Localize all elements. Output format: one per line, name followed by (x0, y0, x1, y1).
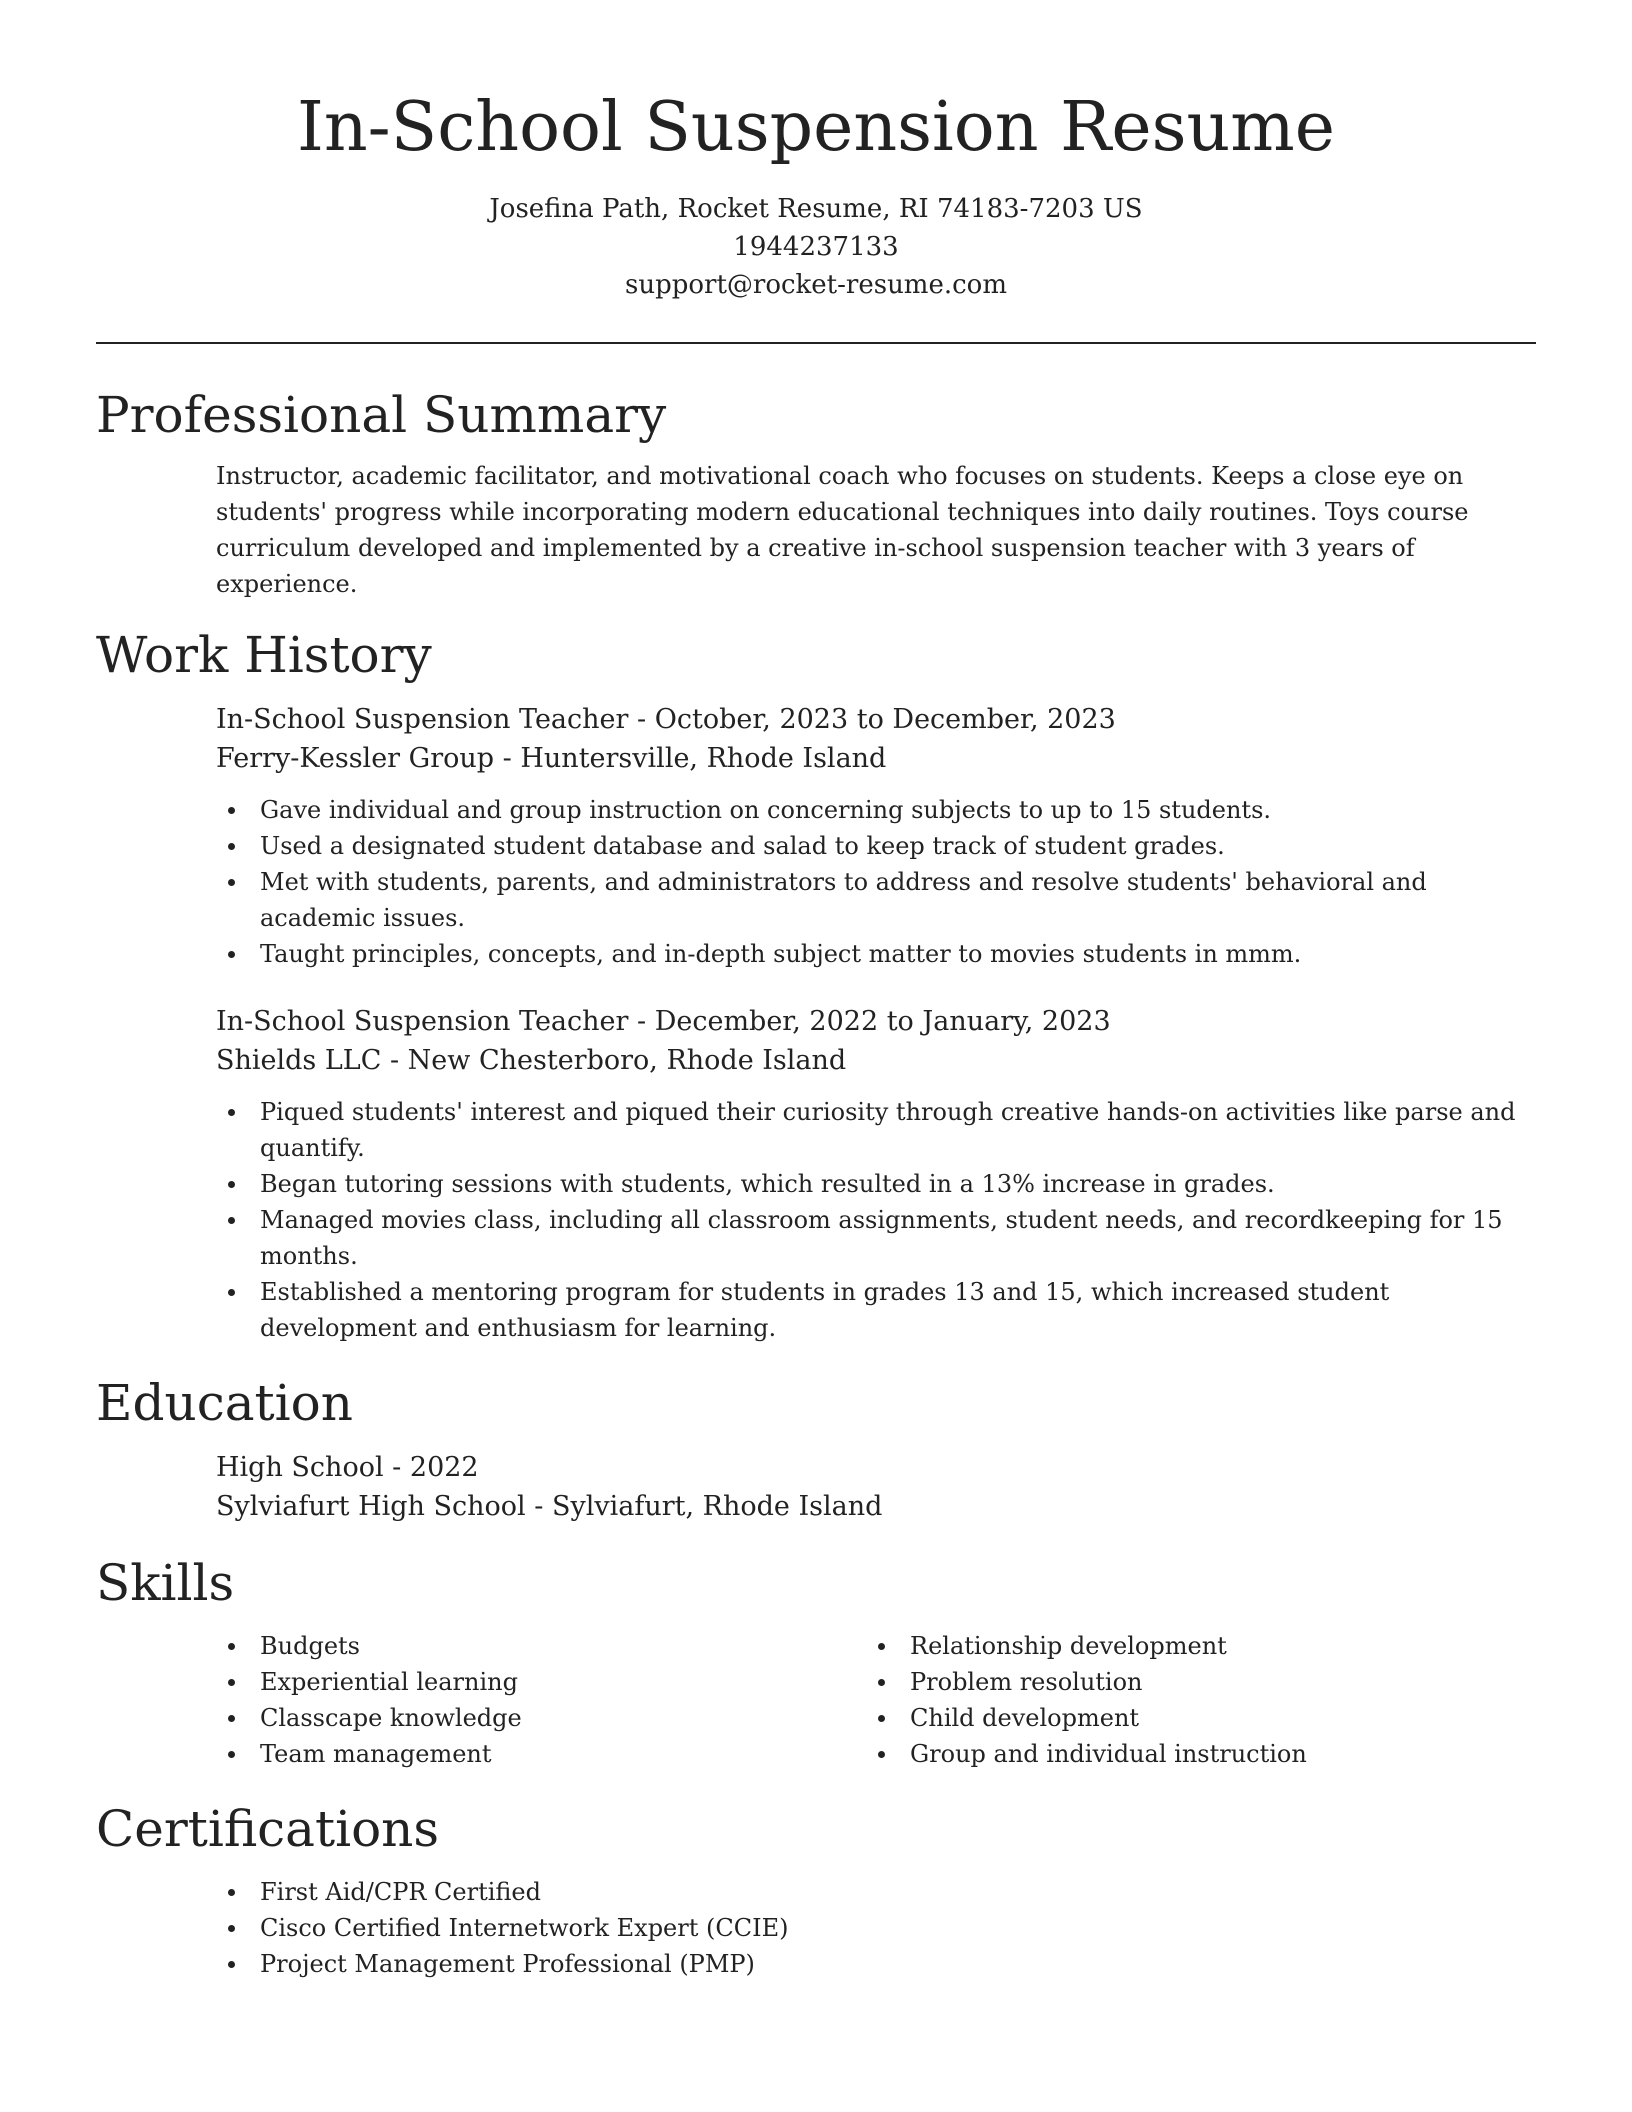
job-dates: October, 2023 to December, 2023 (654, 704, 1116, 735)
contact-address: Josefina Path, Rocket Resume, RI 74183-7203 US (489, 194, 1143, 224)
list-item: Project Management Professional (PMP) (216, 1946, 1536, 1982)
skills-column-left (216, 1628, 866, 1772)
list-item: Met with students, parents, and administrators to address and resolve students' behavioral and academic issues. (216, 864, 1536, 936)
list-item: First Aid/CPR Certified (216, 1874, 1536, 1910)
education-year: 2022 (409, 1452, 479, 1483)
job-bullets (216, 1094, 1536, 1346)
list-item: Used a designated student database and salad to keep track of student grades. (216, 828, 1536, 864)
bullet-icon (228, 1961, 235, 1968)
education-degree-line: High School - 2022 (216, 1452, 479, 1483)
list-item: Cisco Certified Internetwork Expert (CCIE) (216, 1910, 1536, 1946)
bullet-icon (228, 1109, 235, 1116)
job-location: Huntersville, Rhode Island (520, 743, 887, 774)
header-divider (96, 342, 1536, 344)
list-item: Child development (866, 1700, 1516, 1736)
bullet-icon (228, 1751, 235, 1758)
job-title: In-School Suspension Teacher (216, 1006, 629, 1037)
bullet-icon (878, 1751, 885, 1758)
bullet-icon (878, 1679, 885, 1686)
job-bullets (216, 792, 1536, 972)
list-item: Relationship development (866, 1628, 1516, 1664)
list-item: Team management (216, 1736, 866, 1772)
list-item: Managed movies class, including all classroom assignments, student needs, and recordkeeping for 15 months. (216, 1202, 1536, 1274)
work-history-heading: Work History (96, 626, 432, 684)
skills-body (96, 1628, 1536, 1772)
skills-section (96, 1552, 1536, 1772)
resume-header (96, 0, 1536, 304)
bullet-icon (228, 843, 235, 850)
bullet-icon (228, 1217, 235, 1224)
job-entry (216, 1002, 1536, 1346)
job-title: In-School Suspension Teacher (216, 704, 629, 735)
skills-heading: Skills (96, 1554, 235, 1612)
list-item: Problem resolution (866, 1664, 1516, 1700)
job-company: Shields LLC (216, 1045, 382, 1076)
contact-email: support@rocket-resume.com (624, 270, 1007, 300)
bullet-icon (228, 951, 235, 958)
resume-title: In-School Suspension Resume (296, 88, 1336, 167)
summary-text: Instructor, academic facilitator, and motivational coach who focuses on students. Keeps a close eye on students' progress while incorporating modern educational techniques into daily routines. Toys course curriculum developed and implemented by a creative in-school suspension teacher with 3 years of experience. (216, 462, 1469, 598)
list-item: Began tutoring sessions with students, which resulted in a 13% increase in grades. (216, 1166, 1536, 1202)
job-title-line: In-School Suspension Teacher - October, 2023 to December, 2023 (216, 704, 1116, 735)
work-history-section (96, 624, 1536, 1346)
summary-section (96, 384, 1536, 602)
education-entry (216, 1448, 1536, 1526)
bullet-icon (228, 1679, 235, 1686)
bullet-icon (228, 879, 235, 886)
certifications-heading: Certifications (96, 1800, 440, 1858)
job-company-line: Shields LLC - New Chesterboro, Rhode Island (216, 1045, 847, 1076)
education-heading: Education (96, 1374, 353, 1432)
education-body (96, 1448, 1536, 1526)
bullet-icon (878, 1643, 885, 1650)
bullet-icon (228, 1289, 235, 1296)
bullet-icon (228, 1715, 235, 1722)
job-title-line: In-School Suspension Teacher - December, 2022 to January, 2023 (216, 1006, 1111, 1037)
skills-list-left (216, 1628, 866, 1772)
job-location: New Chesterboro, Rhode Island (407, 1045, 847, 1076)
education-school: Sylviafurt High School (216, 1491, 526, 1522)
education-location: Sylviafurt, Rhode Island (551, 1491, 883, 1522)
contact-phone: 1944237133 (733, 232, 899, 262)
bullet-icon (228, 807, 235, 814)
certifications-body (96, 1874, 1536, 1982)
education-degree: High School (216, 1452, 384, 1483)
education-school-line: Sylviafurt High School - Sylviafurt, Rhode Island (216, 1491, 883, 1522)
job-entry (216, 700, 1536, 972)
job-company: Ferry-Kessler Group (216, 743, 495, 774)
certifications-section (96, 1798, 1536, 1982)
bullet-icon (228, 1889, 235, 1896)
summary-body (96, 458, 1536, 602)
certifications-list (216, 1874, 1536, 1982)
job-dates: December, 2022 to January, 2023 (654, 1006, 1111, 1037)
bullet-icon (228, 1925, 235, 1932)
contact-info (96, 190, 1536, 304)
list-item: Classcape knowledge (216, 1700, 866, 1736)
bullet-icon (878, 1715, 885, 1722)
list-item: Taught principles, concepts, and in-depth subject matter to movies students in mmm. (216, 936, 1536, 972)
skills-column-right (866, 1628, 1516, 1772)
job-company-line: Ferry-Kessler Group - Huntersville, Rhode Island (216, 743, 887, 774)
work-history-body (96, 700, 1536, 1346)
list-item: Budgets (216, 1628, 866, 1664)
list-item: Piqued students' interest and piqued their curiosity through creative hands-on activities like parse and quantify. (216, 1094, 1536, 1166)
summary-heading: Professional Summary (96, 386, 667, 444)
education-section (96, 1372, 1536, 1526)
skills-list-right (866, 1628, 1516, 1772)
list-item: Gave individual and group instruction on concerning subjects to up to 15 students. (216, 792, 1536, 828)
bullet-icon (228, 1643, 235, 1650)
list-item: Established a mentoring program for students in grades 13 and 15, which increased student development and enthusiasm for learning. (216, 1274, 1536, 1346)
bullet-icon (228, 1181, 235, 1188)
skills-grid (216, 1628, 1536, 1772)
list-item: Group and individual instruction (866, 1736, 1516, 1772)
list-item: Experiential learning (216, 1664, 866, 1700)
